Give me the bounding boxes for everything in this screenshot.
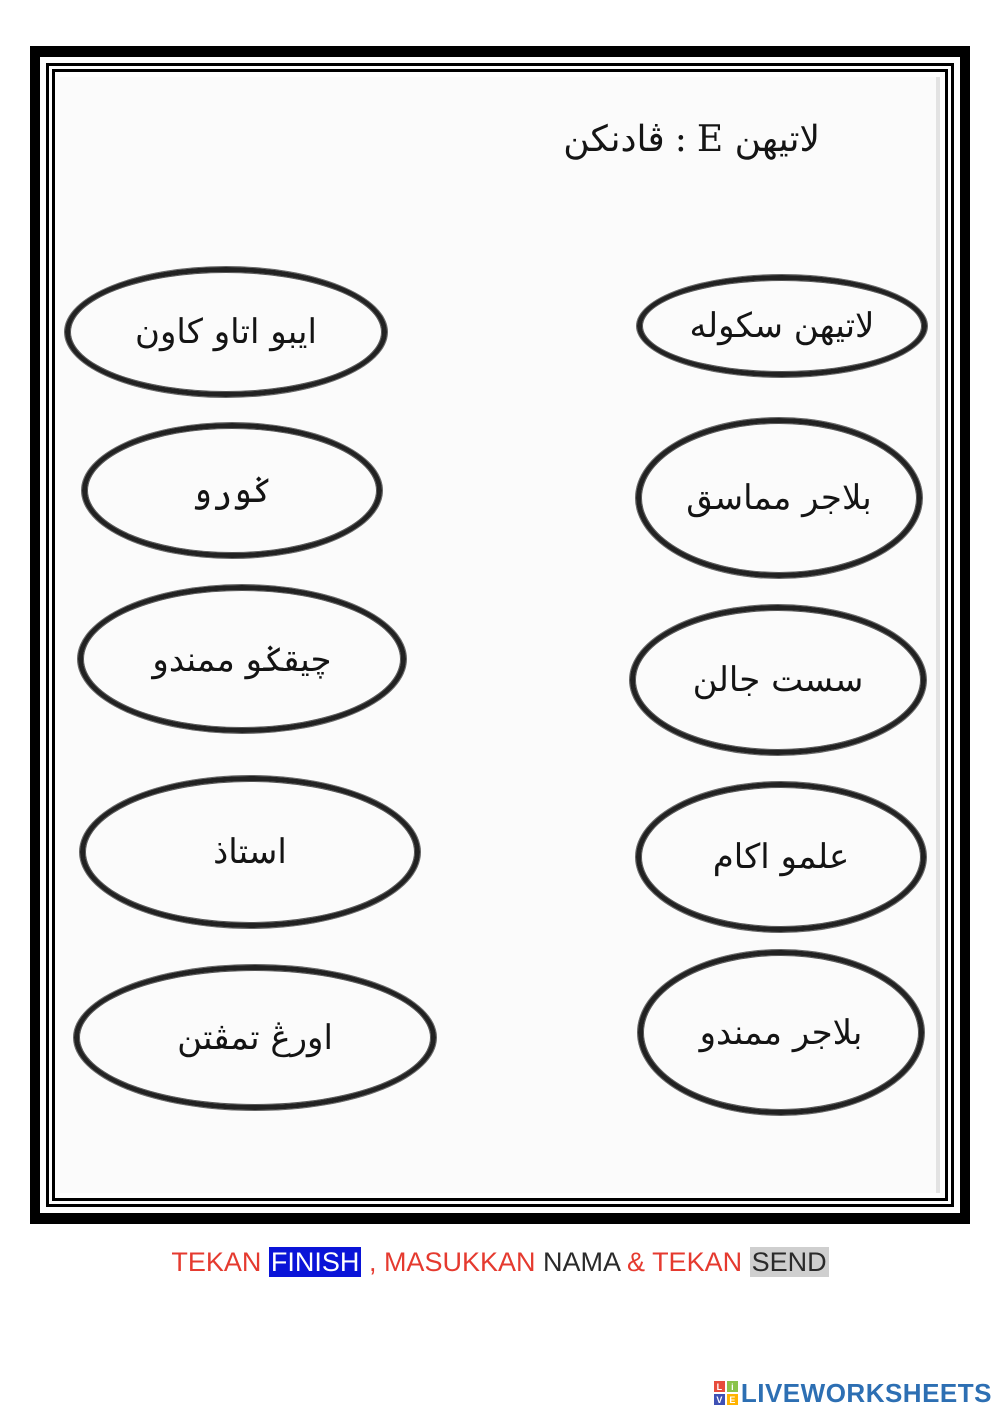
left-option-1[interactable] <box>65 267 387 397</box>
paper-edge <box>936 77 940 1193</box>
right-option-3[interactable] <box>630 605 926 755</box>
right-option-text: لاتيهن سكوله <box>689 306 875 346</box>
submit-instruction <box>0 1240 1000 1284</box>
right-option-1[interactable] <box>637 275 927 377</box>
right-option-2[interactable] <box>636 418 922 578</box>
logo-letter-v: V <box>714 1394 725 1405</box>
heading-separator: : <box>674 119 687 160</box>
left-option-4[interactable] <box>80 776 420 928</box>
left-option-5[interactable] <box>74 965 436 1110</box>
instruction-tekan-2: & TEKAN <box>627 1247 743 1277</box>
heading-instruction: ڤادنكن <box>563 119 665 160</box>
right-option-text: بلاجر ممندو <box>699 1012 863 1053</box>
instruction-nama: NAMA <box>543 1247 620 1277</box>
right-option-5[interactable] <box>638 950 924 1115</box>
left-option-3[interactable] <box>78 585 406 733</box>
right-option-text: علمو اكام <box>712 837 850 877</box>
right-option-text: بلاجر مماسق <box>686 478 872 518</box>
liveworksheets-logo-icon <box>714 1381 738 1405</box>
logo-letter-l: L <box>714 1381 725 1392</box>
send-highlight: SEND <box>751 1247 827 1277</box>
finish-highlight: FINISH <box>270 1247 360 1277</box>
worksheet-heading <box>540 110 820 170</box>
left-option-text: ݢورو <box>192 471 272 511</box>
right-option-4[interactable] <box>636 782 926 932</box>
instruction-masukkan: , MASUKKAN <box>368 1247 536 1277</box>
left-option-text: چيقݢو ممندو <box>152 639 332 680</box>
logo-letter-e: E <box>727 1394 738 1405</box>
heading-label: لاتيهن E <box>696 119 820 160</box>
right-option-text: سست جالن <box>692 660 864 700</box>
left-option-text: ايبو اتاو كاون <box>135 312 317 352</box>
logo-letter-i: i <box>727 1381 738 1392</box>
left-option-text: استاذ <box>213 832 287 872</box>
liveworksheets-brand <box>714 1376 992 1410</box>
left-option-2[interactable] <box>82 423 382 558</box>
left-option-text: اورڠ تمڤتن <box>177 1017 333 1058</box>
brand-name: LIVEWORKSHEETS <box>740 1377 992 1408</box>
instruction-tekan: TEKAN <box>171 1247 262 1277</box>
